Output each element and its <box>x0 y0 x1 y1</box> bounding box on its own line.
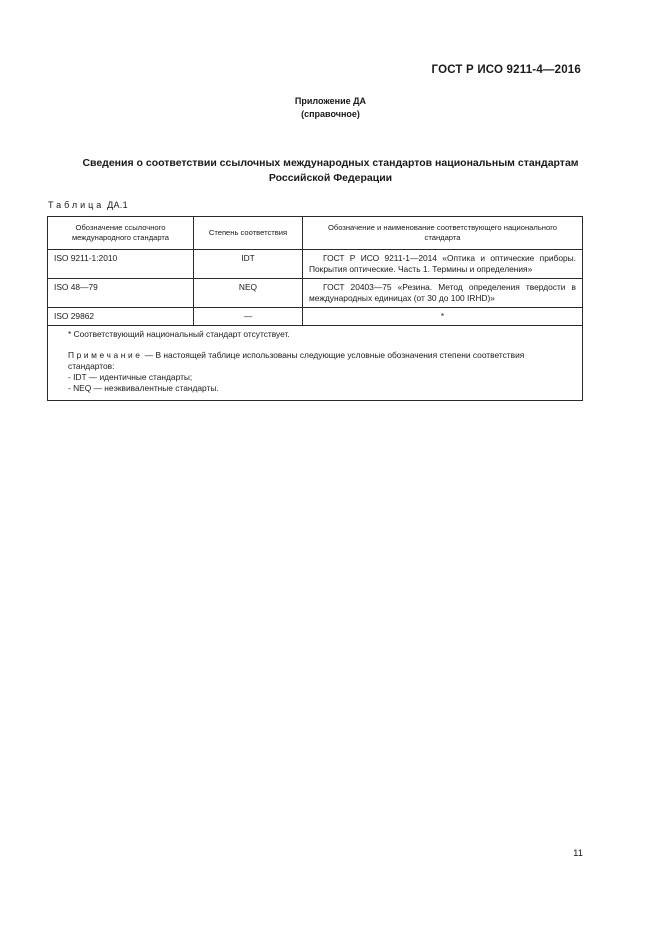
table-caption-number: ДА.1 <box>107 200 128 210</box>
cell-degree: NEQ <box>194 279 303 308</box>
table-header-row <box>48 217 583 250</box>
table-caption <box>48 200 128 210</box>
table-notes-row <box>48 326 583 401</box>
table-caption-label: Таблица <box>48 200 105 210</box>
note-text: — В настоящей таблице использованы следующие условные обозначения степени соответствия стандартов: <box>68 350 525 371</box>
cell-reference: ISO 29862 <box>48 308 194 326</box>
title-line-1: Сведения о соответствии ссылочных международных стандартов национальным стандартам <box>82 157 579 169</box>
cell-degree: IDT <box>194 250 303 279</box>
title-line-2: Российской Федерации <box>268 172 393 184</box>
table-row <box>48 308 583 326</box>
cell-reference: ISO 9211-1:2010 <box>48 250 194 279</box>
appendix-heading <box>0 95 661 121</box>
page-number: 11 <box>573 848 583 859</box>
appendix-subtitle: (справочное) <box>301 109 360 119</box>
correspondence-table <box>47 216 583 401</box>
header-degree: Степень соответствия <box>194 217 303 250</box>
cell-national: * <box>303 308 583 326</box>
note-label: Примечание <box>68 350 143 360</box>
header-national-standard: Обозначение и наименование соответствующего национального стандарта <box>303 217 583 250</box>
cell-national-text: ГОСТ 20403—75 «Резина. Метод определения твердости в международных единицах (от 30 до 100 IRHD)» <box>309 282 576 303</box>
footnote: * Соответствующий национальный стандарт отсутствует. <box>68 329 290 339</box>
cell-national <box>303 279 583 308</box>
legend-item-neq: - NEQ — неэквивалентные стандарты. <box>68 383 219 393</box>
cell-national <box>303 250 583 279</box>
note <box>68 350 572 372</box>
standard-code: ГОСТ Р ИСО 9211-4—2016 <box>431 64 581 76</box>
table-row <box>48 250 583 279</box>
cell-national-text: ГОСТ Р ИСО 9211-1—2014 «Оптика и оптические приборы. Покрытия оптические. Часть 1. Термины и определения» <box>309 253 576 274</box>
appendix-title: Приложение ДА <box>294 96 367 106</box>
table-row <box>48 279 583 308</box>
document-title <box>46 156 615 186</box>
table-notes <box>48 326 583 401</box>
legend-item-idt: - IDT — идентичные стандарты; <box>68 372 193 382</box>
header-reference-standard: Обозначение ссылочного международного стандарта <box>48 217 194 250</box>
cell-reference: ISO 48—79 <box>48 279 194 308</box>
cell-degree: — <box>194 308 303 326</box>
